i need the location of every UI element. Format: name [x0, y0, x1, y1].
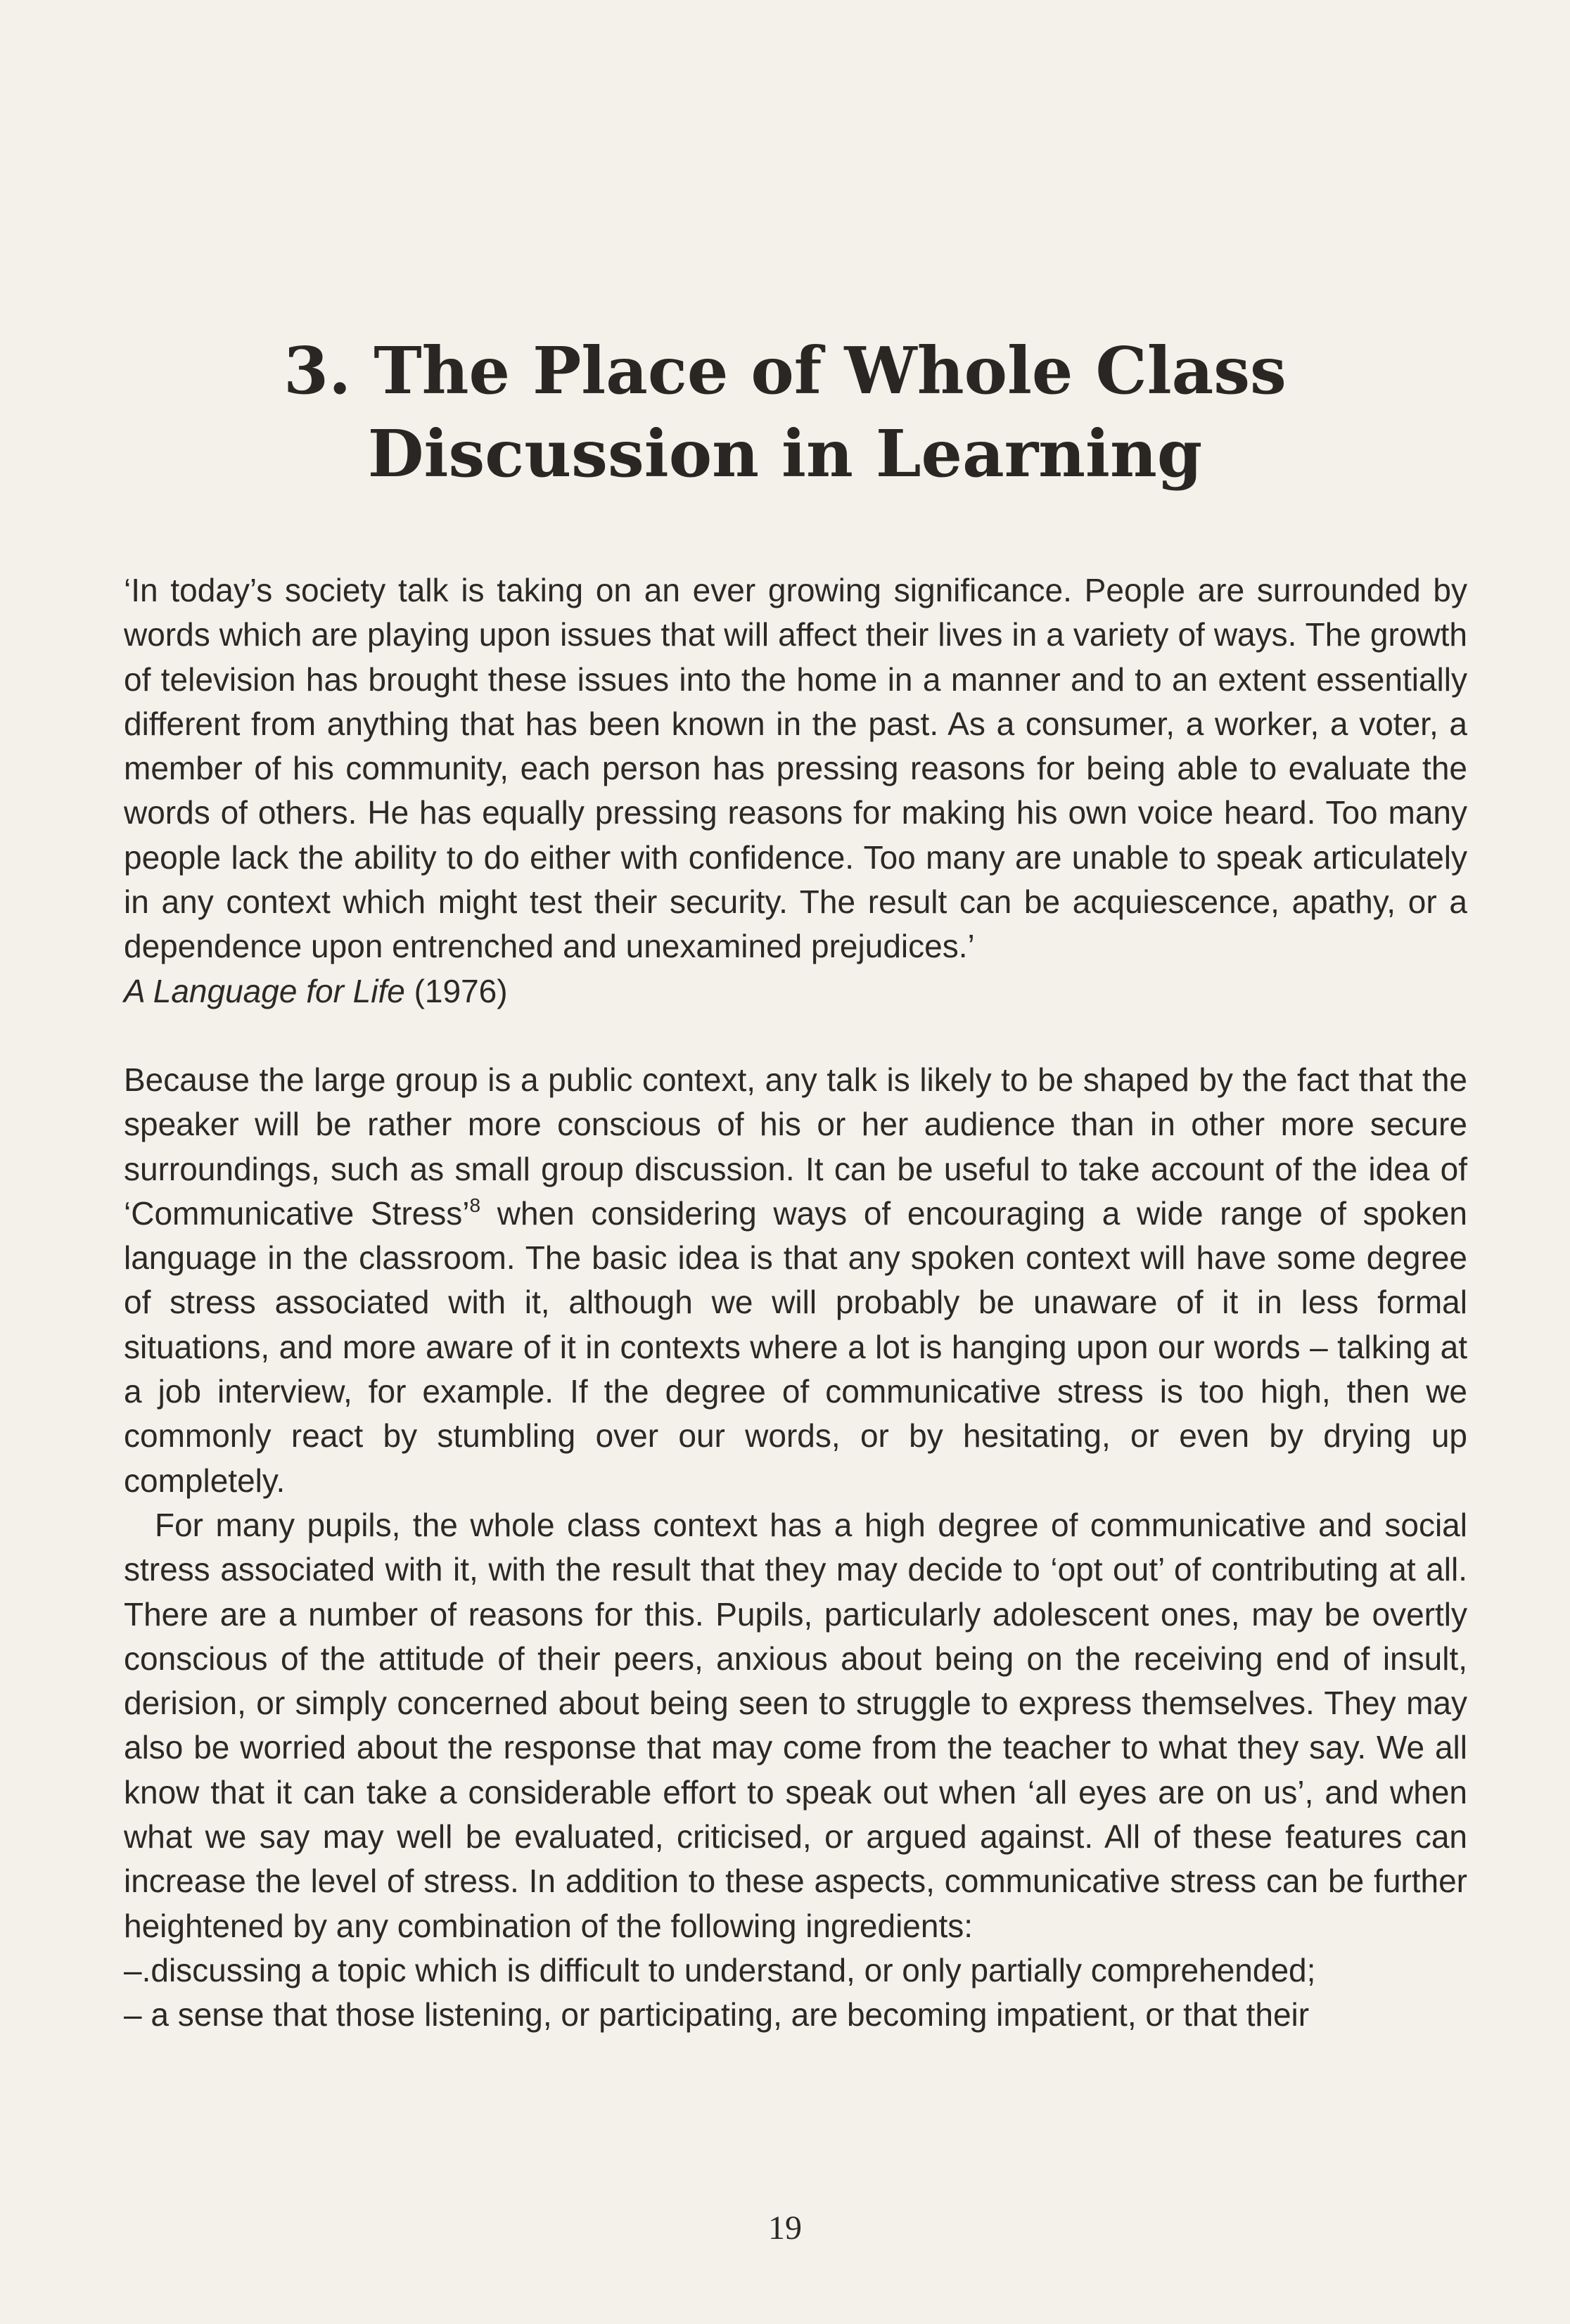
quote-attribution: [124, 969, 1467, 1014]
paragraph-1-text-start: Because the large group is a public context, any talk is likely to be shaped by the fact that the speaker will be rather more conscious of his or her audience than in other more secure surroundings, such as small group discussion. It can be useful to take account of the idea of ‘Communicative Stress’: [124, 1061, 1467, 1232]
section-gap: [124, 1014, 1467, 1058]
page-content: [124, 568, 1467, 2038]
quote-source-year: (1976): [414, 972, 508, 1009]
body-paragraph-2: For many pupils, the whole class context has a high degree of communicative and social stress associated with it, with the result that they may decide to ‘opt out’ of contributing at all. There are a number of reasons for this. Pupils, particularly adolescent ones, may be overtly conscious of the attitude of their peers, anxious about being on the receiving end of insult, derision, or simply concerned about being seen to struggle to express themselves. They may also be worried about the response that may come from the teacher to what they say. We all know that it can take a considerable effort to speak out when ‘all eyes are on us’, and when what we say may well be evaluated, criticised, or argued against. All of these features can increase the level of stress. In addition to these aspects, communicative stress can be further heightened by any combination of the following ingredients:: [124, 1506, 1467, 1944]
list-item-1: –.discussing a topic which is difficult to understand, or only partially comprehended;: [124, 1951, 1316, 1988]
page-number: 19: [768, 2209, 802, 2247]
footnote-marker: 8: [469, 1194, 481, 1216]
body-paragraph-1: [124, 1058, 1467, 1503]
chapter-title-line-1: 3. The Place of Whole Class: [283, 333, 1287, 409]
list-item-2: – a sense that those listening, or participating, are becoming impatient, or that their: [124, 1996, 1310, 2034]
epigraph-quote: ‘In today’s society talk is taking on an ever growing significance. People are surrounded by words which are playing upon issues that will affect their lives in a variety of ways. The growth of television has brought these issues into the home in a manner and to an extent essentially different from anything that has been known in the past. As a consumer, a worker, a voter, a member of his community, each person has pressing reasons for being able to evaluate the words of others. He has equally pressing reasons for making his own voice heard. Too many people lack the ability to do either with confidence. Too many are unable to speak articulately in any context which might test their security. The result can be acquiescence, apathy, or a dependence upon entrenched and unexamined prejudices.’: [124, 572, 1467, 965]
quote-source-title: A Language for Life: [124, 972, 405, 1009]
paragraph-1-text-end: when considering ways of encouraging a wide range of spoken language in the classroom. The basic idea is that any spoken context will have some degree of stress associated with it, although we will probably be unaware of it in less formal situations, and more aware of it in contexts where a lot is hanging upon our words – talking at a job interview, for example. If the degree of communicative stress is too high, then we commonly react by stumbling over our words, or by hesitating, or even by drying up completely.: [124, 1194, 1467, 1499]
chapter-title-line-2: Discussion in Learning: [367, 416, 1203, 492]
chapter-title: [0, 329, 1570, 495]
